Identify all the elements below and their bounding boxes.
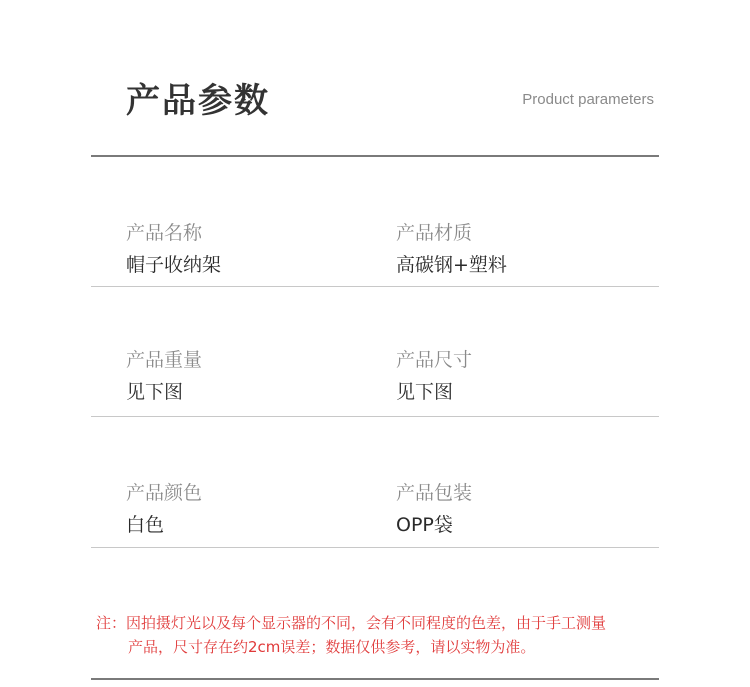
param-label: 产品颜色: [126, 482, 203, 504]
param-value: 见下图: [126, 381, 184, 403]
param-value: OPP袋: [396, 514, 453, 536]
param-product-material: [396, 220, 507, 278]
param-product-package: [396, 480, 472, 538]
param-label: 产品材质: [396, 222, 473, 244]
note-line-2: 产品，尺寸存在约2cm误差；数据仅供参考，请以实物为准。: [128, 638, 536, 656]
param-row-color-package: [91, 480, 659, 548]
page-subtitle: Product parameters: [522, 91, 654, 108]
param-value: 见下图: [396, 381, 454, 403]
param-row-name-material: [91, 220, 659, 287]
param-value: 白色: [126, 514, 165, 536]
param-label: 产品包装: [396, 482, 473, 504]
param-label: 产品名称: [126, 222, 203, 244]
page-title: 产品参数: [126, 81, 270, 121]
title-divider: [91, 155, 659, 157]
param-label: 产品重量: [126, 349, 203, 371]
param-row-weight-size: [91, 347, 659, 417]
param-value: 高碳钢+塑料: [396, 254, 507, 276]
param-value: 帽子收纳架: [126, 254, 222, 276]
param-label: 产品尺寸: [396, 349, 473, 371]
param-product-color: [126, 480, 202, 538]
bottom-divider: [91, 678, 659, 680]
param-product-weight: [126, 347, 202, 405]
note-line-1: 注：因拍摄灯光以及每个显示器的不同，会有不同程度的色差，由于手工测量: [96, 614, 607, 632]
disclaimer-note: [96, 611, 666, 659]
param-product-size: [396, 347, 472, 405]
param-product-name: [126, 220, 221, 278]
